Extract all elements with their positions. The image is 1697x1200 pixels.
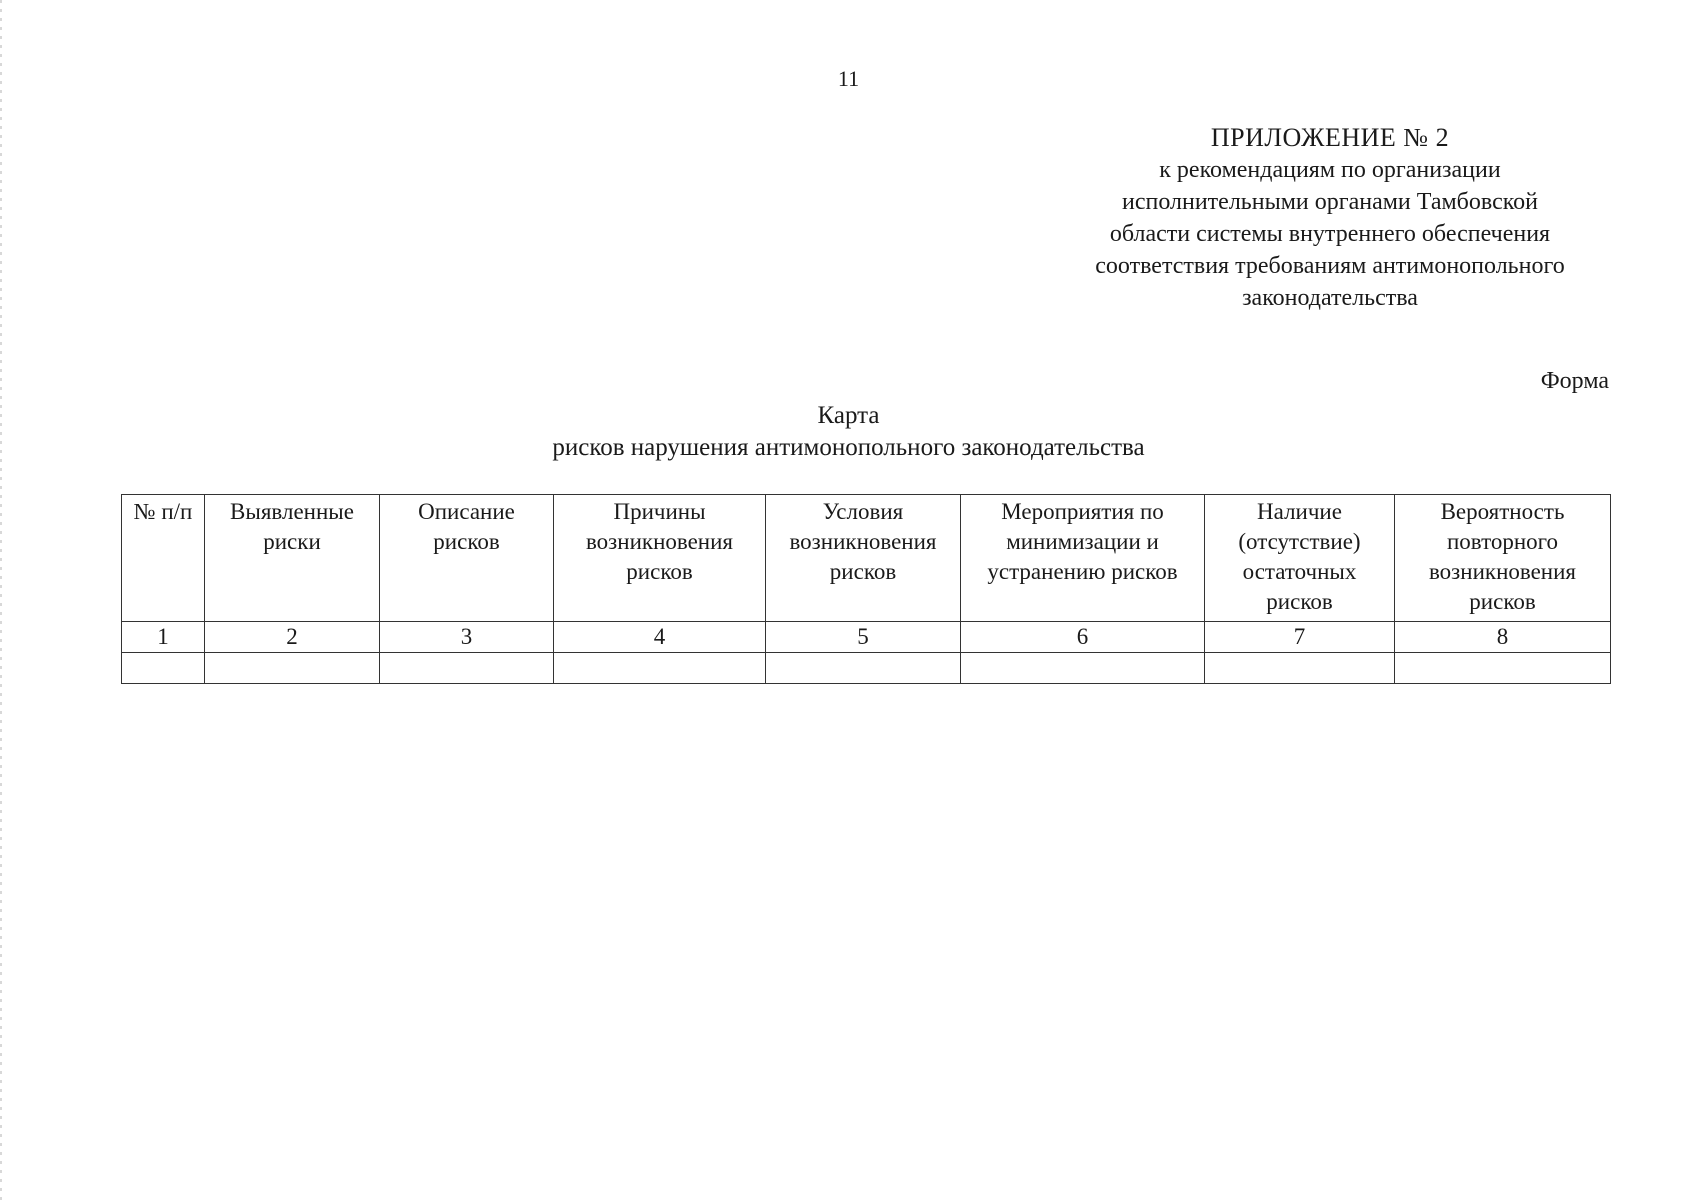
- table-cell: 5: [766, 622, 961, 653]
- table-header-row: [122, 495, 1611, 622]
- header-recurrence-probability: Вероятность повторного возникновения рисков: [1395, 495, 1611, 622]
- document-title-line-1: Карта: [817, 402, 880, 429]
- table-cell: [205, 653, 380, 684]
- table-row: [122, 653, 1611, 684]
- document-title: [0, 400, 1697, 464]
- header-identified-risks: Выявленные риски: [205, 495, 380, 622]
- appendix-block: [1030, 122, 1630, 314]
- header-mitigation-measures: Мероприятия по минимизации и устранению рисков: [961, 495, 1205, 622]
- appendix-line: к рекомендациям по организации: [1159, 157, 1501, 183]
- appendix-line: соответствия требованиям антимонопольного: [1095, 253, 1565, 279]
- header-risk-conditions: Условия возникновения рисков: [766, 495, 961, 622]
- table-cell: [766, 653, 961, 684]
- header-risk-causes: Причины возникновения рисков: [554, 495, 766, 622]
- table-cell: 8: [1395, 622, 1611, 653]
- scan-edge-marks: [0, 0, 2, 1200]
- table-cell: [1205, 653, 1395, 684]
- appendix-line: области системы внутреннего обеспечения: [1109, 221, 1551, 247]
- form-label: Форма: [1540, 368, 1609, 394]
- header-number: № п/п: [122, 495, 205, 622]
- appendix-line: исполнительными органами Тамбовской: [1121, 189, 1538, 215]
- header-residual-risks: Наличие (отсутствие) остаточных рисков: [1205, 495, 1395, 622]
- header-risk-description: Описание рисков: [380, 495, 554, 622]
- page-number: 11: [837, 66, 860, 91]
- appendix-title: ПРИЛОЖЕНИЕ № 2: [1210, 123, 1450, 152]
- table-cell: 4: [554, 622, 766, 653]
- table-cell: 7: [1205, 622, 1395, 653]
- table-cell: 2: [205, 622, 380, 653]
- table-cell: [122, 653, 205, 684]
- appendix-line: законодательства: [1242, 285, 1418, 311]
- table-cell: [380, 653, 554, 684]
- document-title-line-2: рисков нарушения антимонопольного законодательства: [552, 434, 1145, 461]
- table-cell: [554, 653, 766, 684]
- table-cell: 3: [380, 622, 554, 653]
- table-cell: [961, 653, 1205, 684]
- table-row: [122, 622, 1611, 653]
- table-cell: 1: [122, 622, 205, 653]
- table-cell: [1395, 653, 1611, 684]
- risk-map-table: [121, 494, 1611, 684]
- table-cell: 6: [961, 622, 1205, 653]
